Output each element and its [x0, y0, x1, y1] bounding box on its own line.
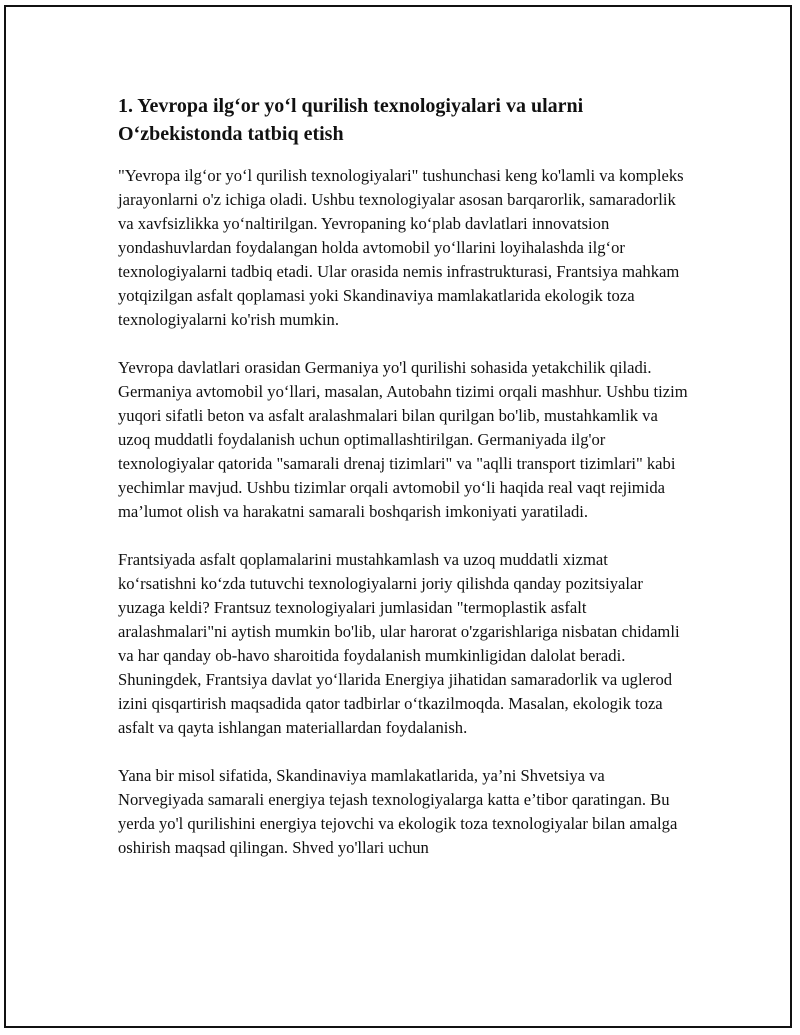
paragraph-scandinavia: Yana bir misol sifatida, Skandinaviya mamlakatlarida, ya’ni Shvetsiya va Norvegiyada samarali energiya tejash texnologiyalarga katta e’tibor qaratingan. Bu yerda yo'l qurilishini energiya tejovchi va ekologik toza texnologiyalar bilan amalga oshirish maqsad qilingan. Shved yo'llari uchun: [118, 766, 678, 857]
document-body: [118, 92, 688, 884]
paragraph-germany: Yevropa davlatlari orasidan Germaniya yo'l qurilishi sohasida yetakchilik qiladi. Germaniya avtomobil yo‘llari, masalan, Autobahn tizimi orqali mashhur. Ushbu tizim yuqori sifatli beton va asfalt aralashmalari bilan qurilgan bo'lib, mustahkamlik va uzoq muddatli foydalanish uchun optimallashtirilgan. Germaniyada ilg'or texnologiyalar qatorida "samarali drenaj tizimlari" va "aqlli transport tizimlari" kabi yechimlar mavjud. Ushbu tizimlar orqali avtomobil yo‘li haqida real vaqt rejimida ma’lumot olish va harakatni samarali boshqarish imkoniyati yaratiladi.: [118, 358, 688, 521]
section-heading: 1. Yevropa ilg‘or yo‘l qurilish texnologiyalari va ularni O‘zbekistonda tatbiq etish: [118, 95, 584, 145]
paragraph-intro: "Yevropa ilg‘or yo‘l qurilish texnologiyalari" tushunchasi keng ko'lamli va kompleks jarayonlarni o'z ichiga oladi. Ushbu texnologiyalar asosan barqarorlik, samaradorlik va xavfsizlikka yo‘naltirilgan. Yevropaning ko‘plab davlatlari innovatsion yondashuvlardan foydalangan holda avtomobil yo‘llarini loyihalashda ilg‘or texnologiyalarni tadbiq etadi. Ular orasida nemis infrastrukturasi, Frantsiya mahkam yotqizilgan asfalt qoplamasi yoki Skandinaviya mamlakatlarida ekologik toza texnologiyalarni ko'rish mumkin.: [118, 166, 684, 329]
paragraph-france: Frantsiyada asfalt qoplamalarini mustahkamlash va uzoq muddatli xizmat ko‘rsatishni ko‘zda tutuvchi texnologiyalarni joriy qilishda qanday pozitsiyalar yuzaga keldi? Frantsuz texnologiyalari jumlasidan "termoplastik asfalt aralashmalari"ni aytish mumkin bo'lib, ular harorat o'zgarishlariga nisbatan chidamli va har qanday ob-havo sharoitida foydalanish mumkinligidan dalolat beradi. Shuningdek, Frantsiya davlat yo‘llarida Energiya jihatidan samaradorlik va uglerod izini qisqartirish maqsadida qator tadbirlar o‘tkazilmoqda. Masalan, ekologik toza asfalt va qayta ishlangan materiallardan foydalanish.: [118, 550, 680, 737]
